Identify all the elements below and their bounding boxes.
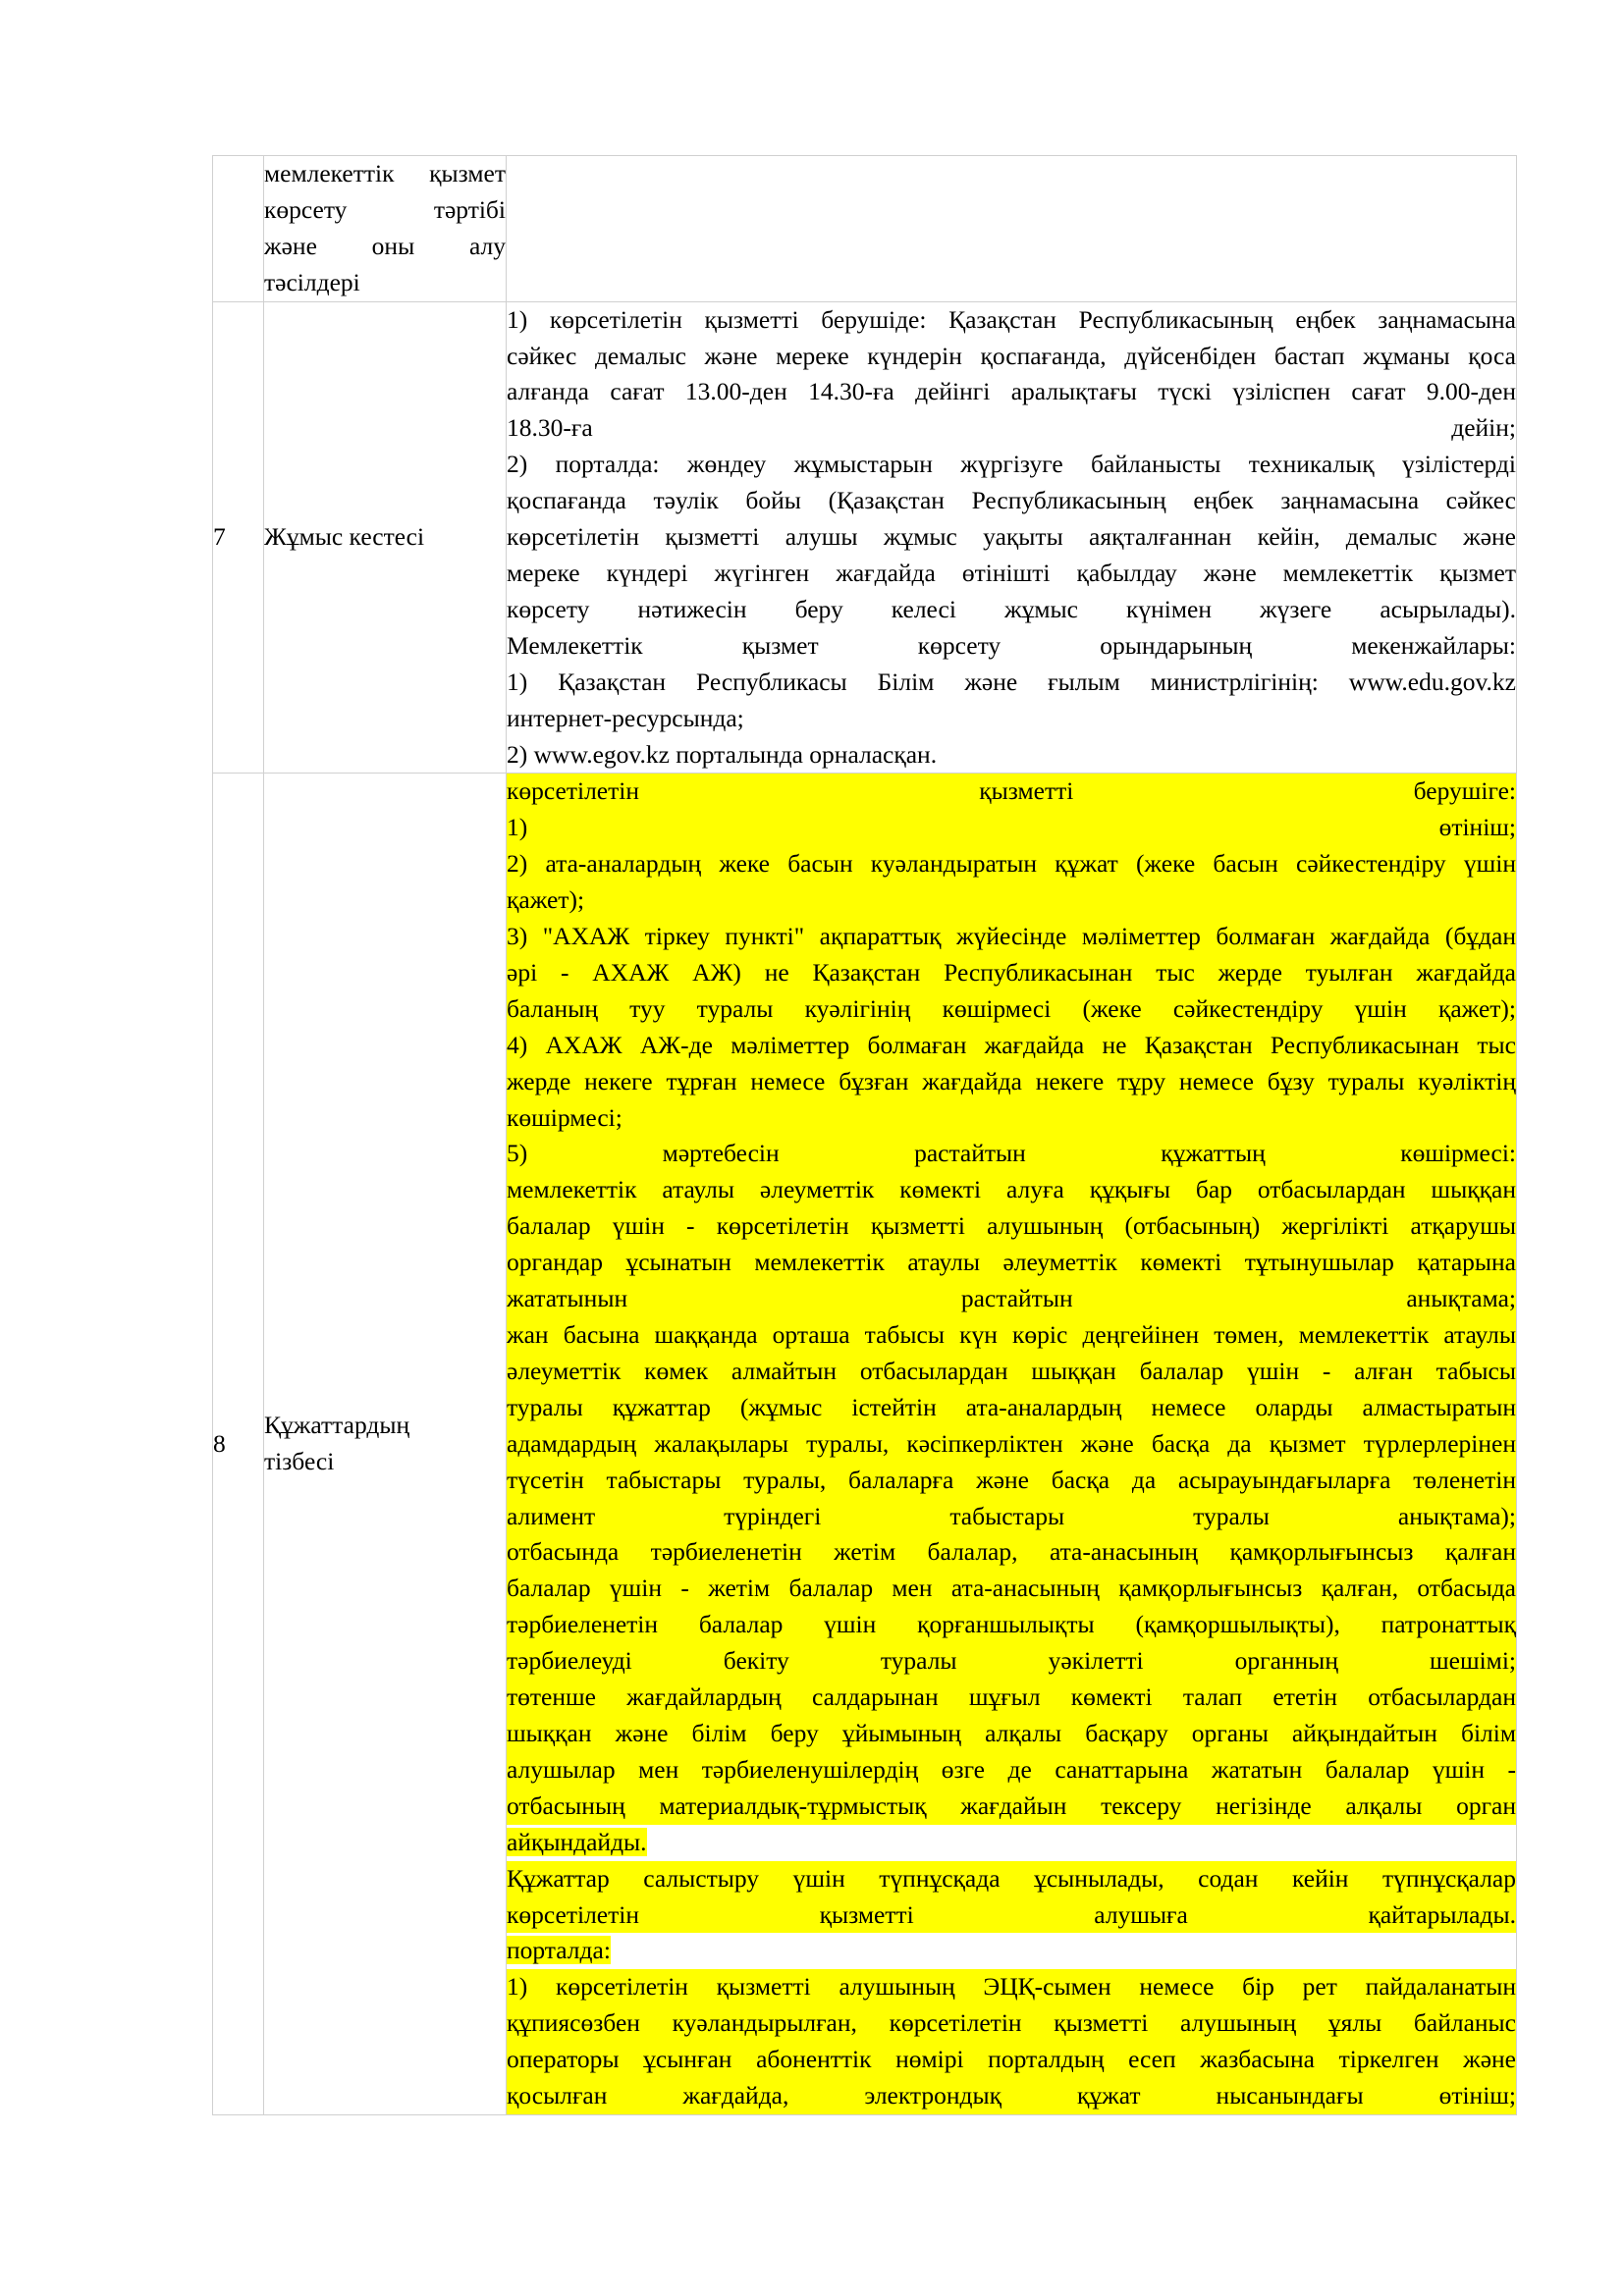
highlighted-line: 1) өтініш; bbox=[507, 810, 1516, 846]
table-row-continuation bbox=[213, 156, 1517, 302]
highlighted-line: шыққан және білім беру ұйымының алқалы басқару органы айқындайтын білім bbox=[507, 1716, 1516, 1752]
description-line: 1) көрсетілетін қызметті берушіде: Қазақстан Республикасының еңбек заңнамасына bbox=[507, 304, 1516, 334]
highlighted-line: жан басына шаққанда орташа табысы күн көріс деңгейінен төмен, мемлекеттік атаулы bbox=[507, 1317, 1516, 1354]
table-row-8 bbox=[213, 774, 1517, 2115]
row-number: 7 bbox=[213, 301, 264, 774]
description-line bbox=[507, 1825, 1516, 1861]
highlighted-line: мемлекеттік атаулы әлеуметтік көмекті алуға құқығы бар отбасылардан шыққан bbox=[507, 1172, 1516, 1208]
highlighted-line: балалар үшін - жетім балалар мен ата-анасының қамқорлығынсыз қалған, отбасыда bbox=[507, 1571, 1516, 1607]
description-line: көрсету нәтижесін беру келесі жұмыс күнімен жүзеге асырылады). bbox=[507, 594, 1516, 623]
description-line: қоспағанда тәулік бойы (Қазақстан Республикасының еңбек заңнамасына сәйкес bbox=[507, 486, 1516, 515]
description-line: 1) Қазақстан Республикасы Білім және ғылым министрлігінің: www.edu.gov.kz bbox=[507, 667, 1516, 696]
highlighted-line: әлеуметтік көмек алмайтын отбасылардан шыққан балалар үшін - алған табысы bbox=[507, 1354, 1516, 1390]
description-line bbox=[507, 1933, 1516, 1969]
highlighted-line: балалар үшін - көрсетілетін қызметті алушының (отбасының) жергілікті атқарушы bbox=[507, 1208, 1516, 1245]
highlighted-text: айқындайды. bbox=[507, 1827, 647, 1856]
highlighted-line: 5) мәртебесін растайтын құжаттың көшірмесі: bbox=[507, 1136, 1516, 1172]
description-line: сәйкес демалыс және мереке күндерін қоспағанда, дүйсенбіден бастап жұманы қоса bbox=[507, 341, 1516, 370]
highlighted-line: төтенше жағдайлардың салдарынан шұғыл көмекті талап ететін отбасылардан bbox=[507, 1680, 1516, 1716]
row-name-line: тізбесі bbox=[264, 1447, 335, 1476]
description-line: мереке күндері жүгінген жағдайда өтінішті қабылдау және мемлекеттік қызмет bbox=[507, 558, 1516, 587]
row-name-line: көрсету тәртібі bbox=[264, 194, 506, 224]
highlighted-text: порталда: bbox=[507, 1936, 611, 1965]
highlighted-line: 3) "АХАЖ тіркеу пункті" ақпараттық жүйесінде мәліметтер болмаған жағдайда (бұдан bbox=[507, 919, 1516, 955]
description-line: 18.30-ға дейін; bbox=[507, 413, 1516, 443]
highlighted-line: жерде некеге тұрған немесе бұзған жағдайда некеге тұру немесе бұзу туралы куәліктің bbox=[507, 1064, 1516, 1100]
highlighted-line: алимент түріндегі табыстары туралы анықтама); bbox=[507, 1499, 1516, 1535]
row-name: Жұмыс кестесі bbox=[264, 301, 507, 774]
highlighted-line: органдар ұсынатын мемлекеттік атаулы әлеуметтік көмекті тұтынушылар қатарына bbox=[507, 1245, 1516, 1281]
row-name-cell bbox=[264, 156, 507, 302]
highlighted-line: 1) көрсетілетін қызметті алушының ЭЦҚ-сымен немесе бір рет пайдаланатын bbox=[507, 1969, 1516, 2005]
services-table bbox=[212, 155, 1517, 2115]
highlighted-line: отбасының материалдық-тұрмыстық жағдайын тексеру негізінде алқалы орган bbox=[507, 1789, 1516, 1825]
row-name-line: Құжаттардың bbox=[264, 1411, 410, 1440]
description-line: 2) порталда: жөндеу жұмыстарын жүргізуге байланысты техникалық үзілістерді bbox=[507, 450, 1516, 479]
row-name-line: және оны алу bbox=[264, 231, 506, 260]
row-number-cell bbox=[213, 156, 264, 302]
row-description-cell bbox=[507, 156, 1517, 302]
highlighted-line: 2) ата-аналардың жеке басын куәландыратын құжат (жеке басын сәйкестендіру үшін bbox=[507, 846, 1516, 882]
highlighted-line: көшірмесі; bbox=[507, 1100, 1516, 1137]
highlighted-line: отбасында тәрбиеленетін жетім балалар, ата-анасының қамқорлығынсыз қалған bbox=[507, 1534, 1516, 1571]
row-name-line: мемлекеттік қызмет bbox=[264, 159, 506, 187]
highlighted-line: 4) АХАЖ АЖ-де мәліметтер болмаған жағдайда не Қазақстан Республикасынан тыс bbox=[507, 1028, 1516, 1064]
description-line: интернет-ресурсында; bbox=[507, 703, 744, 732]
highlighted-line: тәрбиеленетін балалар үшін қорғаншылықты (қамқоршылықты), патронаттық bbox=[507, 1607, 1516, 1643]
description-line: алғанда сағат 13.00-ден 14.30-ға дейінгі аралықтағы түскі үзіліспен сағат 9.00-ден bbox=[507, 377, 1516, 406]
row-description bbox=[507, 301, 1517, 774]
table-row-7 bbox=[213, 301, 1517, 774]
highlighted-line: тәрбиелеуді бекіту туралы уәкілетті органның шешімі; bbox=[507, 1643, 1516, 1680]
row-number: 8 bbox=[213, 774, 264, 2115]
description-line: 2) www.egov.kz порталында орналасқан. bbox=[507, 739, 938, 769]
highlighted-line: қосылған жағдайда, электрондық құжат нысанындағы өтініш; bbox=[507, 2078, 1516, 2114]
row-name bbox=[264, 774, 507, 2115]
highlighted-line: адамдардың жалақылары туралы, кәсіпкерліктен және басқа да қызмет түрлерлерінен bbox=[507, 1426, 1516, 1463]
row-name-line: тәсілдері bbox=[264, 267, 360, 296]
description-line: Мемлекеттік қызмет көрсету орындарының мекенжайлары: bbox=[507, 630, 1516, 660]
highlighted-line: баланың туу туралы куәлігінің көшірмесі (жеке сәйкестендіру үшін қажет); bbox=[507, 991, 1516, 1028]
highlighted-line: туралы құжаттар (жұмыс істейтін ата-аналардың немесе оларды алмастыратын bbox=[507, 1390, 1516, 1426]
row-description bbox=[507, 774, 1517, 2115]
highlighted-line: құпиясөзбен куәландырылған, көрсетілетін қызметті алушының ұялы байланыс bbox=[507, 2005, 1516, 2042]
highlighted-line: Құжаттар салыстыру үшін түпнұсқада ұсынылады, содан кейін түпнұсқалар bbox=[507, 1861, 1516, 1897]
highlighted-line: қажет); bbox=[507, 882, 1516, 919]
description-line: көрсетілетін қызметті алушы жұмыс уақыты аяқталғаннан кейін, демалыс және bbox=[507, 522, 1516, 552]
highlighted-line: көрсетілетін қызметті берушіге: bbox=[507, 774, 1516, 810]
highlighted-line: әрі - АХАЖ АЖ) не Қазақстан Республикасынан тыс жерде туылған жағдайда bbox=[507, 955, 1516, 991]
highlighted-line: операторы ұсынған абоненттік нөмірі порталдың есеп жазбасына тіркелген және bbox=[507, 2042, 1516, 2078]
highlighted-line: түсетін табыстары туралы, балаларға және басқа да асырауындағыларға төленетін bbox=[507, 1463, 1516, 1499]
highlighted-line: көрсетілетін қызметті алушыға қайтарылады. bbox=[507, 1897, 1516, 1934]
highlighted-line: жататынын растайтын анықтама; bbox=[507, 1281, 1516, 1317]
highlighted-line: алушылар мен тәрбиеленушілердің өзге де санаттарына жататын балалар үшін - bbox=[507, 1752, 1516, 1789]
